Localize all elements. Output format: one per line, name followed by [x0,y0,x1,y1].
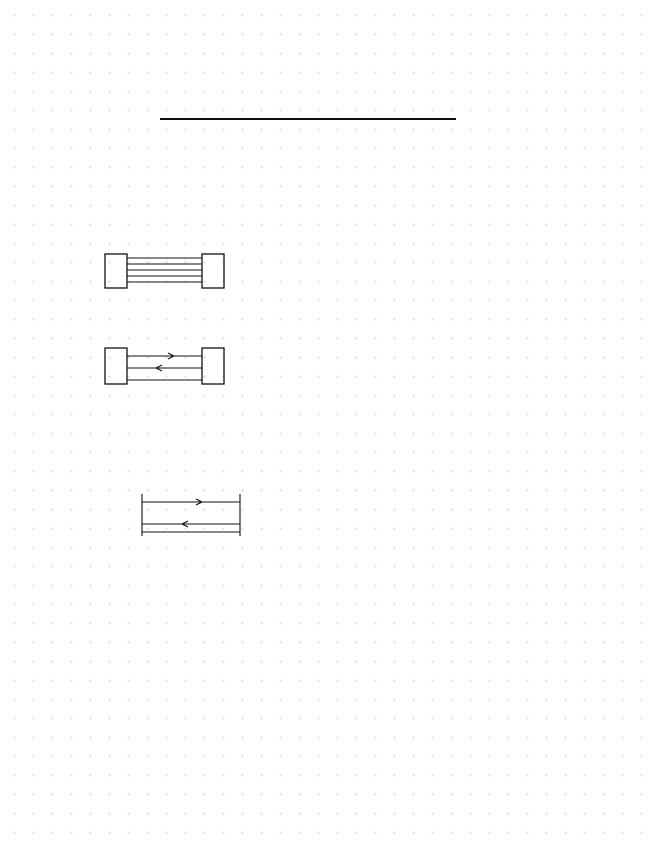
uart-diagram [136,488,246,540]
serial-diagram [100,338,230,392]
timing-diagram [0,630,655,710]
parallel-diagram [100,244,230,296]
title-underline [160,118,456,120]
parallel-cpu-box [105,254,127,288]
parallel-ram-box [202,254,224,288]
serial-ram-box [202,348,224,384]
serial-cpu-box [105,348,127,384]
